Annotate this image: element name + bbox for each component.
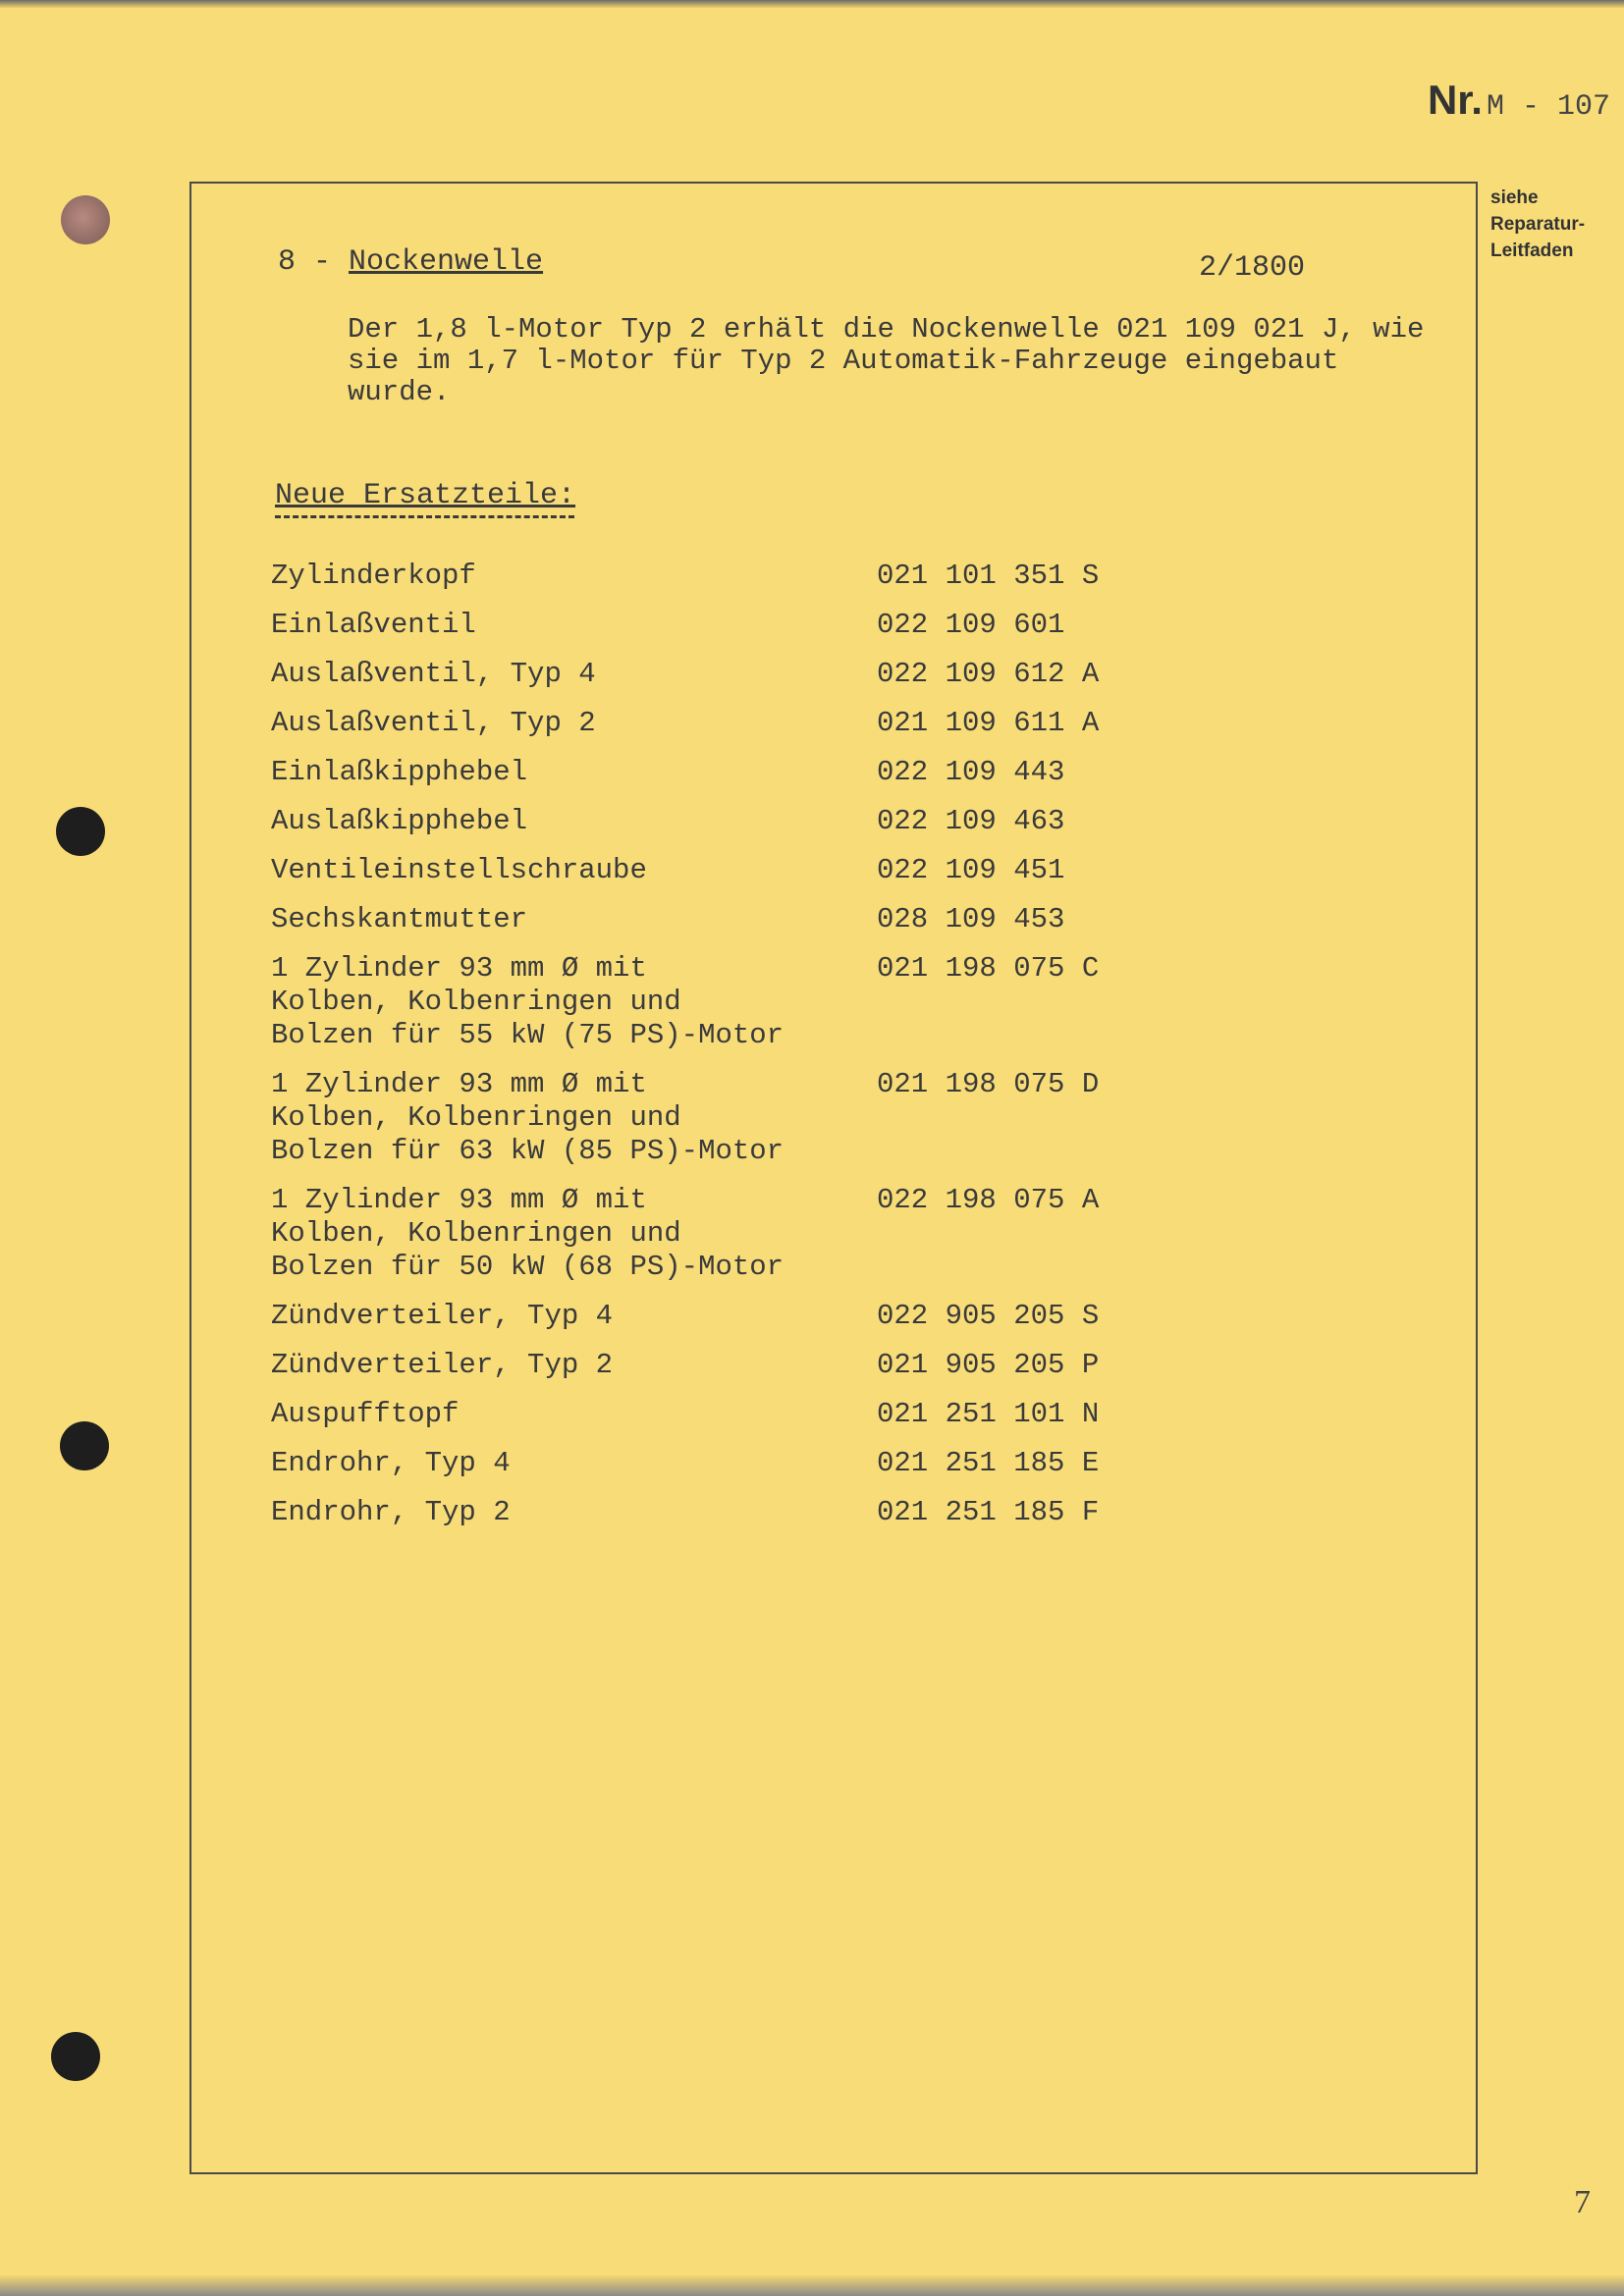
part-number: 028 109 453 [877, 903, 1065, 935]
part-name [271, 952, 860, 1052]
part-row [271, 560, 1155, 593]
part-number: 021 251 185 E [877, 1447, 1100, 1479]
part-name [271, 854, 860, 887]
part-row [271, 903, 1155, 936]
part-name [271, 658, 860, 691]
part-name-line: Ventileinstellschraube [271, 854, 647, 886]
part-name [271, 1496, 860, 1529]
part-name [271, 1184, 860, 1284]
intro-line: Der 1,8 l-Motor Typ 2 erhält die Nockenwelle 021 109 021 J, wie [348, 313, 1425, 346]
part-row [271, 1496, 1155, 1529]
part-row [271, 1300, 1155, 1333]
part-name-line: Einlaßventil [271, 609, 476, 641]
section-index: 8 - [278, 245, 350, 279]
section-heading [278, 245, 543, 279]
document-number-code: M - 107 [1486, 90, 1610, 124]
page-number: 7 [1574, 2184, 1591, 2220]
intro-line: wurde. [348, 376, 451, 408]
part-name [271, 805, 860, 838]
part-name-line: Auslaßventil, Typ 2 [271, 707, 596, 739]
part-name-line: Auspufftopf [271, 1398, 460, 1430]
side-note-line: siehe [1490, 187, 1539, 208]
part-number: 022 109 443 [877, 756, 1065, 788]
part-row [271, 1447, 1155, 1480]
part-name [271, 1349, 860, 1382]
part-row [271, 658, 1155, 691]
part-row [271, 609, 1155, 642]
document-number-prefix: Nr. [1427, 77, 1483, 123]
part-number: 022 109 463 [877, 805, 1065, 837]
section-reference: 2/1800 [1199, 251, 1306, 285]
part-name-line: Kolben, Kolbenringen und [271, 1217, 681, 1250]
part-name-line: Zündverteiler, Typ 2 [271, 1349, 614, 1381]
punch-hole [60, 1421, 109, 1470]
part-name-line: Zündverteiler, Typ 4 [271, 1300, 614, 1332]
parts-heading: Neue Ersatzteile: [275, 479, 576, 512]
punch-hole [51, 2032, 100, 2081]
side-note [1490, 185, 1618, 264]
part-row [271, 1349, 1155, 1382]
part-row [271, 854, 1155, 887]
part-number: 022 109 612 A [877, 658, 1100, 690]
part-number: 022 109 601 [877, 609, 1065, 641]
part-name-line: Auslaßventil, Typ 4 [271, 658, 596, 690]
part-name [271, 756, 860, 789]
part-name-line: 1 Zylinder 93 mm Ø mit [271, 1068, 647, 1100]
part-number: 022 198 075 A [877, 1184, 1100, 1216]
paper-top-edge [0, 0, 1624, 8]
part-name [271, 1447, 860, 1480]
part-name-line: Sechskantmutter [271, 903, 528, 935]
part-number: 022 109 451 [877, 854, 1065, 886]
part-name [271, 1300, 860, 1333]
punch-hole [56, 807, 105, 856]
part-name [271, 1068, 860, 1168]
part-row [271, 805, 1155, 838]
punch-hole [61, 195, 110, 244]
part-number: 021 101 351 S [877, 560, 1100, 592]
part-name-line: Endrohr, Typ 4 [271, 1447, 511, 1479]
parts-list [271, 560, 1155, 1545]
part-number: 021 198 075 C [877, 952, 1100, 985]
part-row [271, 1398, 1155, 1431]
part-row [271, 952, 1155, 1052]
parts-heading-rule [275, 515, 574, 518]
part-name [271, 560, 860, 593]
part-name [271, 903, 860, 936]
part-number: 021 905 205 P [877, 1349, 1100, 1381]
part-name-line: Endrohr, Typ 2 [271, 1496, 511, 1528]
section-title: Nockenwelle [349, 245, 544, 279]
part-number: 021 251 185 F [877, 1496, 1100, 1528]
part-row [271, 1068, 1155, 1168]
part-name-line: Bolzen für 55 kW (75 PS)-Motor [271, 1019, 785, 1051]
part-name [271, 707, 860, 740]
part-name-line: Kolben, Kolbenringen und [271, 986, 681, 1018]
document-number [1355, 77, 1610, 124]
part-name-line: Bolzen für 63 kW (85 PS)-Motor [271, 1135, 785, 1167]
part-name-line: Kolben, Kolbenringen und [271, 1101, 681, 1134]
part-row [271, 707, 1155, 740]
part-name-line: 1 Zylinder 93 mm Ø mit [271, 1184, 647, 1216]
part-number: 021 109 611 A [877, 707, 1100, 739]
part-row [271, 756, 1155, 789]
part-number: 021 198 075 D [877, 1068, 1100, 1100]
part-name-line: 1 Zylinder 93 mm Ø mit [271, 952, 647, 985]
side-note-line: Leitfaden [1490, 240, 1574, 261]
part-name [271, 609, 860, 642]
part-name-line: Zylinderkopf [271, 560, 476, 592]
intro-line: sie im 1,7 l-Motor für Typ 2 Automatik-Fahrzeuge eingebaut [348, 345, 1339, 377]
part-name [271, 1398, 860, 1431]
part-number: 021 251 101 N [877, 1398, 1100, 1430]
part-name-line: Bolzen für 50 kW (68 PS)-Motor [271, 1251, 785, 1283]
part-name-line: Auslaßkipphebel [271, 805, 528, 837]
part-name-line: Einlaßkipphebel [271, 756, 528, 788]
part-number: 022 905 205 S [877, 1300, 1100, 1332]
side-note-line: Reparatur- [1490, 214, 1586, 235]
paper-bottom-edge [0, 2275, 1624, 2296]
section-intro [348, 314, 1477, 408]
part-row [271, 1184, 1155, 1284]
